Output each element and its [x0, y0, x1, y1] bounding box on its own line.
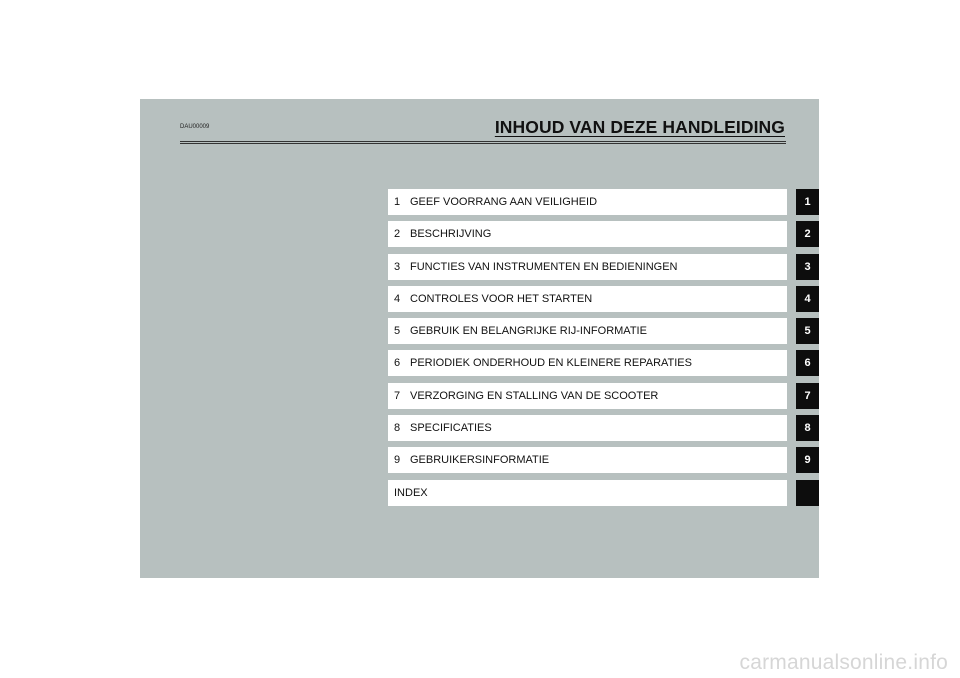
toc-item-2[interactable] [388, 221, 787, 247]
toc-item-label: SPECIFICATIES [410, 422, 492, 435]
toc-item-5[interactable] [388, 318, 787, 344]
toc-item-1[interactable] [388, 189, 787, 215]
toc-item-number: 3 [394, 260, 401, 273]
chapter-tab-7[interactable]: 7 [796, 383, 819, 409]
chapter-tabs [796, 189, 819, 512]
toc-item-4[interactable] [388, 286, 787, 312]
chapter-tab-8[interactable]: 8 [796, 415, 819, 441]
toc-item-label: FUNCTIES VAN INSTRUMENTEN EN BEDIENINGEN [410, 260, 678, 273]
toc-item-number: 9 [394, 454, 401, 467]
toc-item-label: VERZORGING EN STALLING VAN DE SCOOTER [410, 389, 659, 402]
chapter-tab-3[interactable]: 3 [796, 254, 819, 280]
toc-item-label: INDEX [394, 486, 428, 499]
chapter-tab-4[interactable]: 4 [796, 286, 819, 312]
chapter-tab-index[interactable] [796, 480, 819, 506]
toc-item-label: GEBRUIK EN BELANGRIJKE RIJ-INFORMATIE [410, 325, 647, 338]
manual-page [140, 99, 819, 578]
chapter-tab-2[interactable]: 2 [796, 221, 819, 247]
chapter-tab-1[interactable]: 1 [796, 189, 819, 215]
toc-item-number: 6 [394, 357, 401, 370]
toc-item-number: 8 [394, 422, 401, 435]
toc-item-number: 5 [394, 325, 401, 338]
chapter-tab-5[interactable]: 5 [796, 318, 819, 344]
toc-item-label: PERIODIEK ONDERHOUD EN KLEINERE REPARATIES [410, 357, 692, 370]
toc-item-number: 4 [394, 292, 401, 305]
toc-item-label: GEBRUIKERSINFORMATIE [410, 454, 550, 467]
toc-item-label: BESCHRIJVING [410, 228, 492, 241]
toc-item-7[interactable] [388, 383, 787, 409]
table-of-contents [388, 189, 787, 512]
toc-item-6[interactable] [388, 350, 787, 376]
toc-item-9[interactable] [388, 447, 787, 473]
toc-item-3[interactable] [388, 254, 787, 280]
document-code: DAU00009 [180, 124, 210, 130]
toc-item-8[interactable] [388, 415, 787, 441]
chapter-tab-6[interactable]: 6 [796, 350, 819, 376]
toc-item-label: CONTROLES VOOR HET STARTEN [410, 292, 593, 305]
toc-item-number: 7 [394, 389, 401, 402]
page-title: INHOUD VAN DEZE HANDLEIDING [494, 117, 785, 137]
toc-item-index[interactable] [388, 480, 787, 506]
toc-item-label: GEEF VOORRANG AAN VEILIGHEID [410, 196, 598, 208]
watermark-text: carmanualsonline.info [739, 651, 948, 674]
toc-item-number: 1 [394, 196, 401, 208]
chapter-tab-9[interactable]: 9 [796, 447, 819, 473]
title-divider [180, 141, 786, 144]
toc-item-number: 2 [394, 228, 401, 241]
